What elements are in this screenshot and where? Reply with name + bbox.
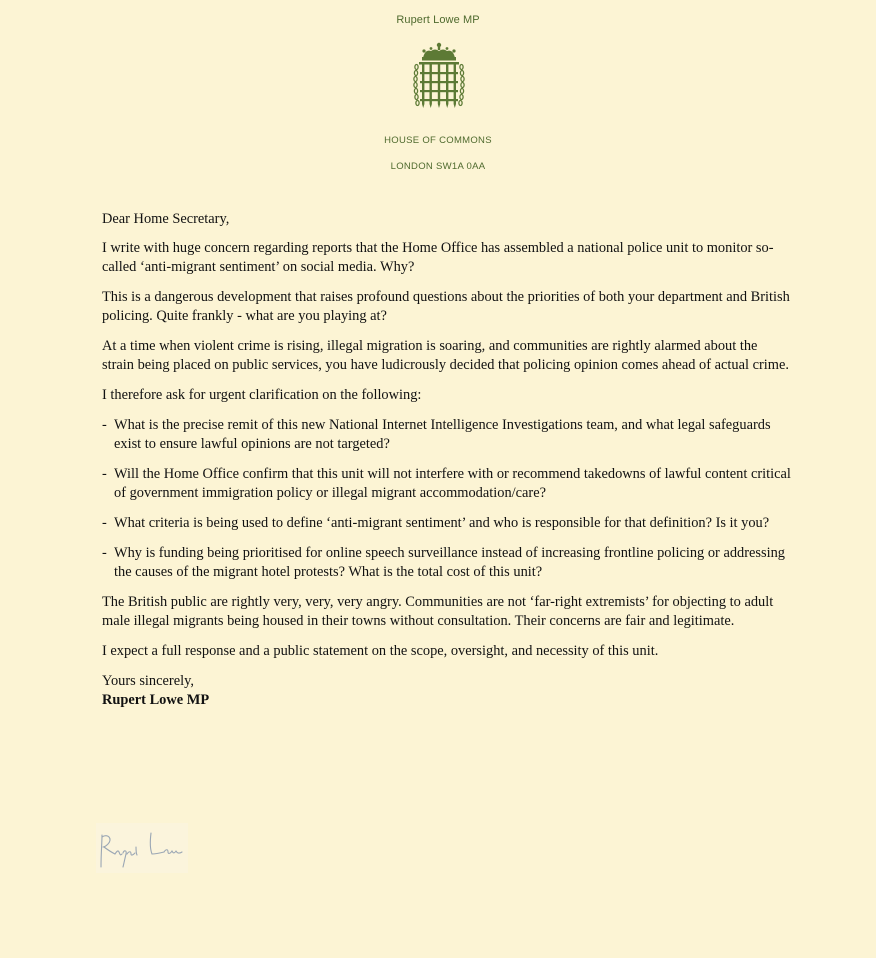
paragraph-expect-response: I expect a full response and a public statement on the scope, oversight, and necessity of this unit. <box>102 643 659 659</box>
bullet-dash: - <box>102 515 107 531</box>
house-of-commons-label: HOUSE OF COMMONS <box>384 135 492 146</box>
paragraph-public-angry: The British public are rightly very, very, very angry. Communities are not ‘far-right extremists’ for objecting to adult male illegal migrants being housed in their towns without consultation. Their concerns are fair and legitimate. <box>102 594 774 629</box>
handwritten-signature <box>96 823 188 873</box>
closing: Yours sincerely, <box>102 673 194 689</box>
address-label: LONDON SW1A 0AA <box>390 161 486 172</box>
question-text: Why is funding being prioritised for online speech surveillance instead of increasing frontline policing or addressing the causes of the migrant hotel protests? What is the total cost of this unit? <box>114 545 785 580</box>
paragraph-clarification: I therefore ask for urgent clarification on the following: <box>102 387 422 403</box>
paragraph-concern: I write with huge concern regarding reports that the Home Office has assembled a national police unit to monitor so-called ‘anti-migrant sentiment’ on social media. Why? <box>102 240 774 275</box>
question-text: Will the Home Office confirm that this unit will not interfere with or recommend takedowns of lawful content critical of government immigration policy or illegal migrant accommodation/care? <box>114 466 791 501</box>
mp-name: Rupert Lowe MP <box>396 14 480 26</box>
paragraph-violent-crime: At a time when violent crime is rising, illegal migration is soaring, and communities are rightly alarmed about the strain being placed on public services, you have ludicrously decided that policing opinion comes ahead of actual crime. <box>102 338 789 373</box>
question-text: What is the precise remit of this new National Internet Intelligence Investigations team, and what legal safeguards exist to ensure lawful opinions are not targeted? <box>114 417 771 452</box>
list-item <box>102 465 792 503</box>
question-list <box>102 416 792 582</box>
letter-body <box>102 210 792 710</box>
list-item <box>102 544 792 582</box>
bullet-dash: - <box>102 466 107 482</box>
bullet-dash: - <box>102 417 107 433</box>
question-text: What criteria is being used to define ‘anti-migrant sentiment’ and who is responsible for that definition? Is it you? <box>114 515 770 531</box>
signer-name: Rupert Lowe MP <box>102 692 210 708</box>
paragraph-dangerous-development: This is a dangerous development that raises profound questions about the priorities of both your department and British policing. Quite frankly - what are you playing at? <box>102 289 790 324</box>
list-item <box>102 416 792 454</box>
salutation: Dear Home Secretary, <box>102 211 230 227</box>
portcullis-icon <box>413 42 465 112</box>
bullet-dash: - <box>102 545 107 561</box>
sign-off <box>102 672 792 710</box>
list-item <box>102 514 792 533</box>
